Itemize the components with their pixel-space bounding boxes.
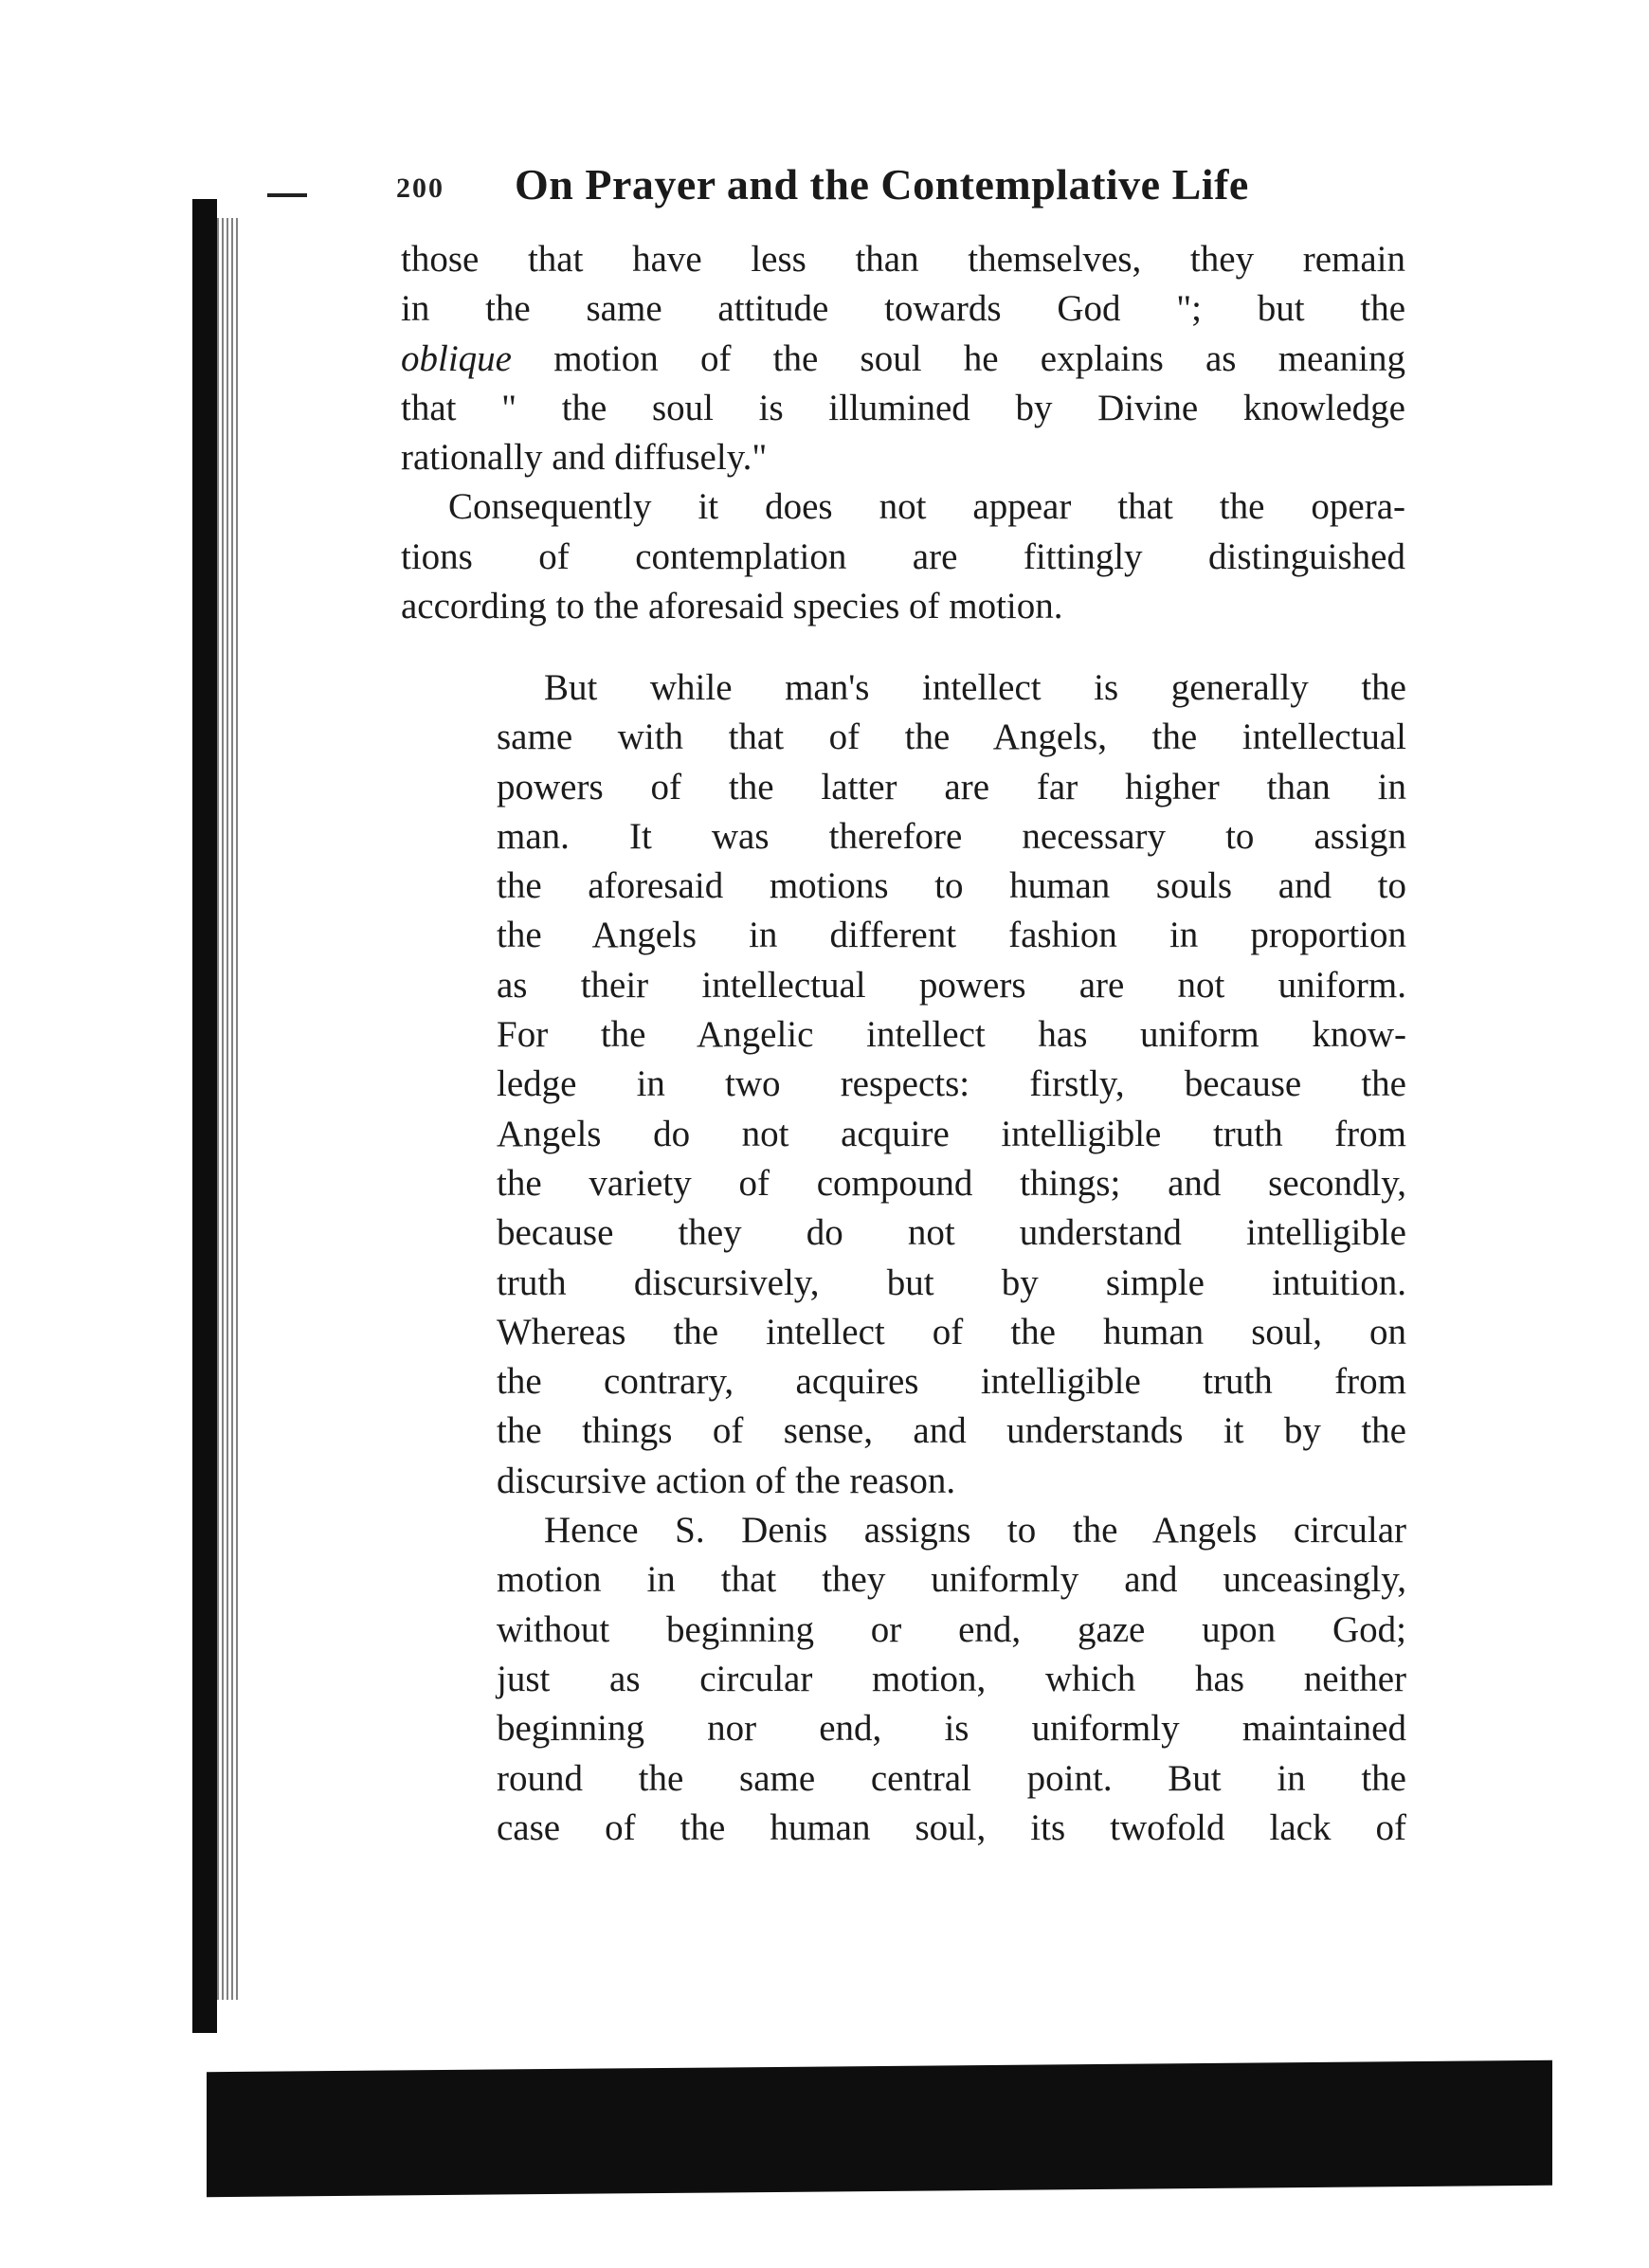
running-title: On Prayer and the Contemplative Life: [515, 160, 1249, 209]
text-line: that " the soul is illumined by Divine knowledge: [401, 387, 1405, 428]
text-line: same with that of the Angels, the intellectual: [497, 717, 1406, 758]
text-block-main: [497, 663, 1406, 1853]
text-line: powers of the latter are far higher than in: [497, 766, 1406, 807]
text-line: Angels do not acquire intelligible truth from: [497, 1113, 1406, 1154]
scan-bottom-edge: [207, 2060, 1552, 2197]
text-line: in the same attitude towards God "; but the: [401, 288, 1405, 330]
text-line: tions of contemplation are fittingly distinguished: [401, 535, 1405, 577]
paragraph: [497, 1506, 1406, 1853]
scan-spine-shadow: [192, 199, 217, 2033]
text-line: just as circular motion, which has neither: [497, 1658, 1406, 1699]
page-number: 200: [396, 172, 444, 204]
text-line: beginning nor end, is uniformly maintained: [497, 1708, 1406, 1750]
text-line: But while man's intellect is generally the: [544, 667, 1406, 708]
text-fragment: motion of the soul he explains as meaning: [511, 337, 1405, 379]
text-line: the variety of compound things; and secondly,: [497, 1162, 1406, 1204]
text-line: Whereas the intellect of the human soul, on: [497, 1311, 1406, 1352]
scan-mark: [267, 193, 307, 197]
text-line: motion in that they uniformly and unceasingly,: [497, 1559, 1406, 1601]
paragraph: [401, 482, 1405, 631]
text-line: man. It was therefore necessary to assign: [497, 815, 1406, 857]
text-line: as their intellectual powers are not uniform.: [497, 964, 1406, 1006]
text-line: For the Angelic intellect has uniform know-: [497, 1014, 1406, 1056]
text-line: truth discursively, but by simple intuition.: [497, 1261, 1406, 1303]
text-line: round the same central point. But in the: [497, 1757, 1406, 1799]
italic-term: oblique: [401, 337, 512, 379]
paragraph: [401, 235, 1405, 482]
text-line: those that have less than themselves, they remain: [401, 239, 1405, 280]
text-line: the aforesaid motions to human souls and to: [497, 865, 1406, 907]
text-line: because they do not understand intelligible: [497, 1212, 1406, 1254]
text-line: the contrary, acquires intelligible truth from: [497, 1361, 1406, 1403]
text-line: discursive action of the reason.: [497, 1460, 956, 1501]
text-line: Hence S. Denis assigns to the Angels circular: [544, 1510, 1406, 1551]
text-line: without beginning or end, gaze upon God;: [497, 1608, 1406, 1650]
text-block-top: [401, 235, 1405, 631]
running-head: [396, 152, 1415, 218]
text-line: according to the aforesaid species of motion.: [401, 586, 1063, 627]
paragraph: [497, 663, 1406, 1506]
text-line: ledge in two respects: firstly, because the: [497, 1063, 1406, 1105]
text-line: rationally and diffusely.": [401, 437, 768, 479]
text-line: Consequently it does not appear that the opera-: [448, 486, 1405, 528]
text-line: the things of sense, and understands it by the: [497, 1410, 1406, 1452]
scan-spine-noise: [217, 218, 238, 2000]
text-line: the Angels in different fashion in proportion: [497, 915, 1406, 956]
text-line: case of the human soul, its twofold lack of: [497, 1806, 1406, 1848]
text-line: [401, 335, 1405, 384]
